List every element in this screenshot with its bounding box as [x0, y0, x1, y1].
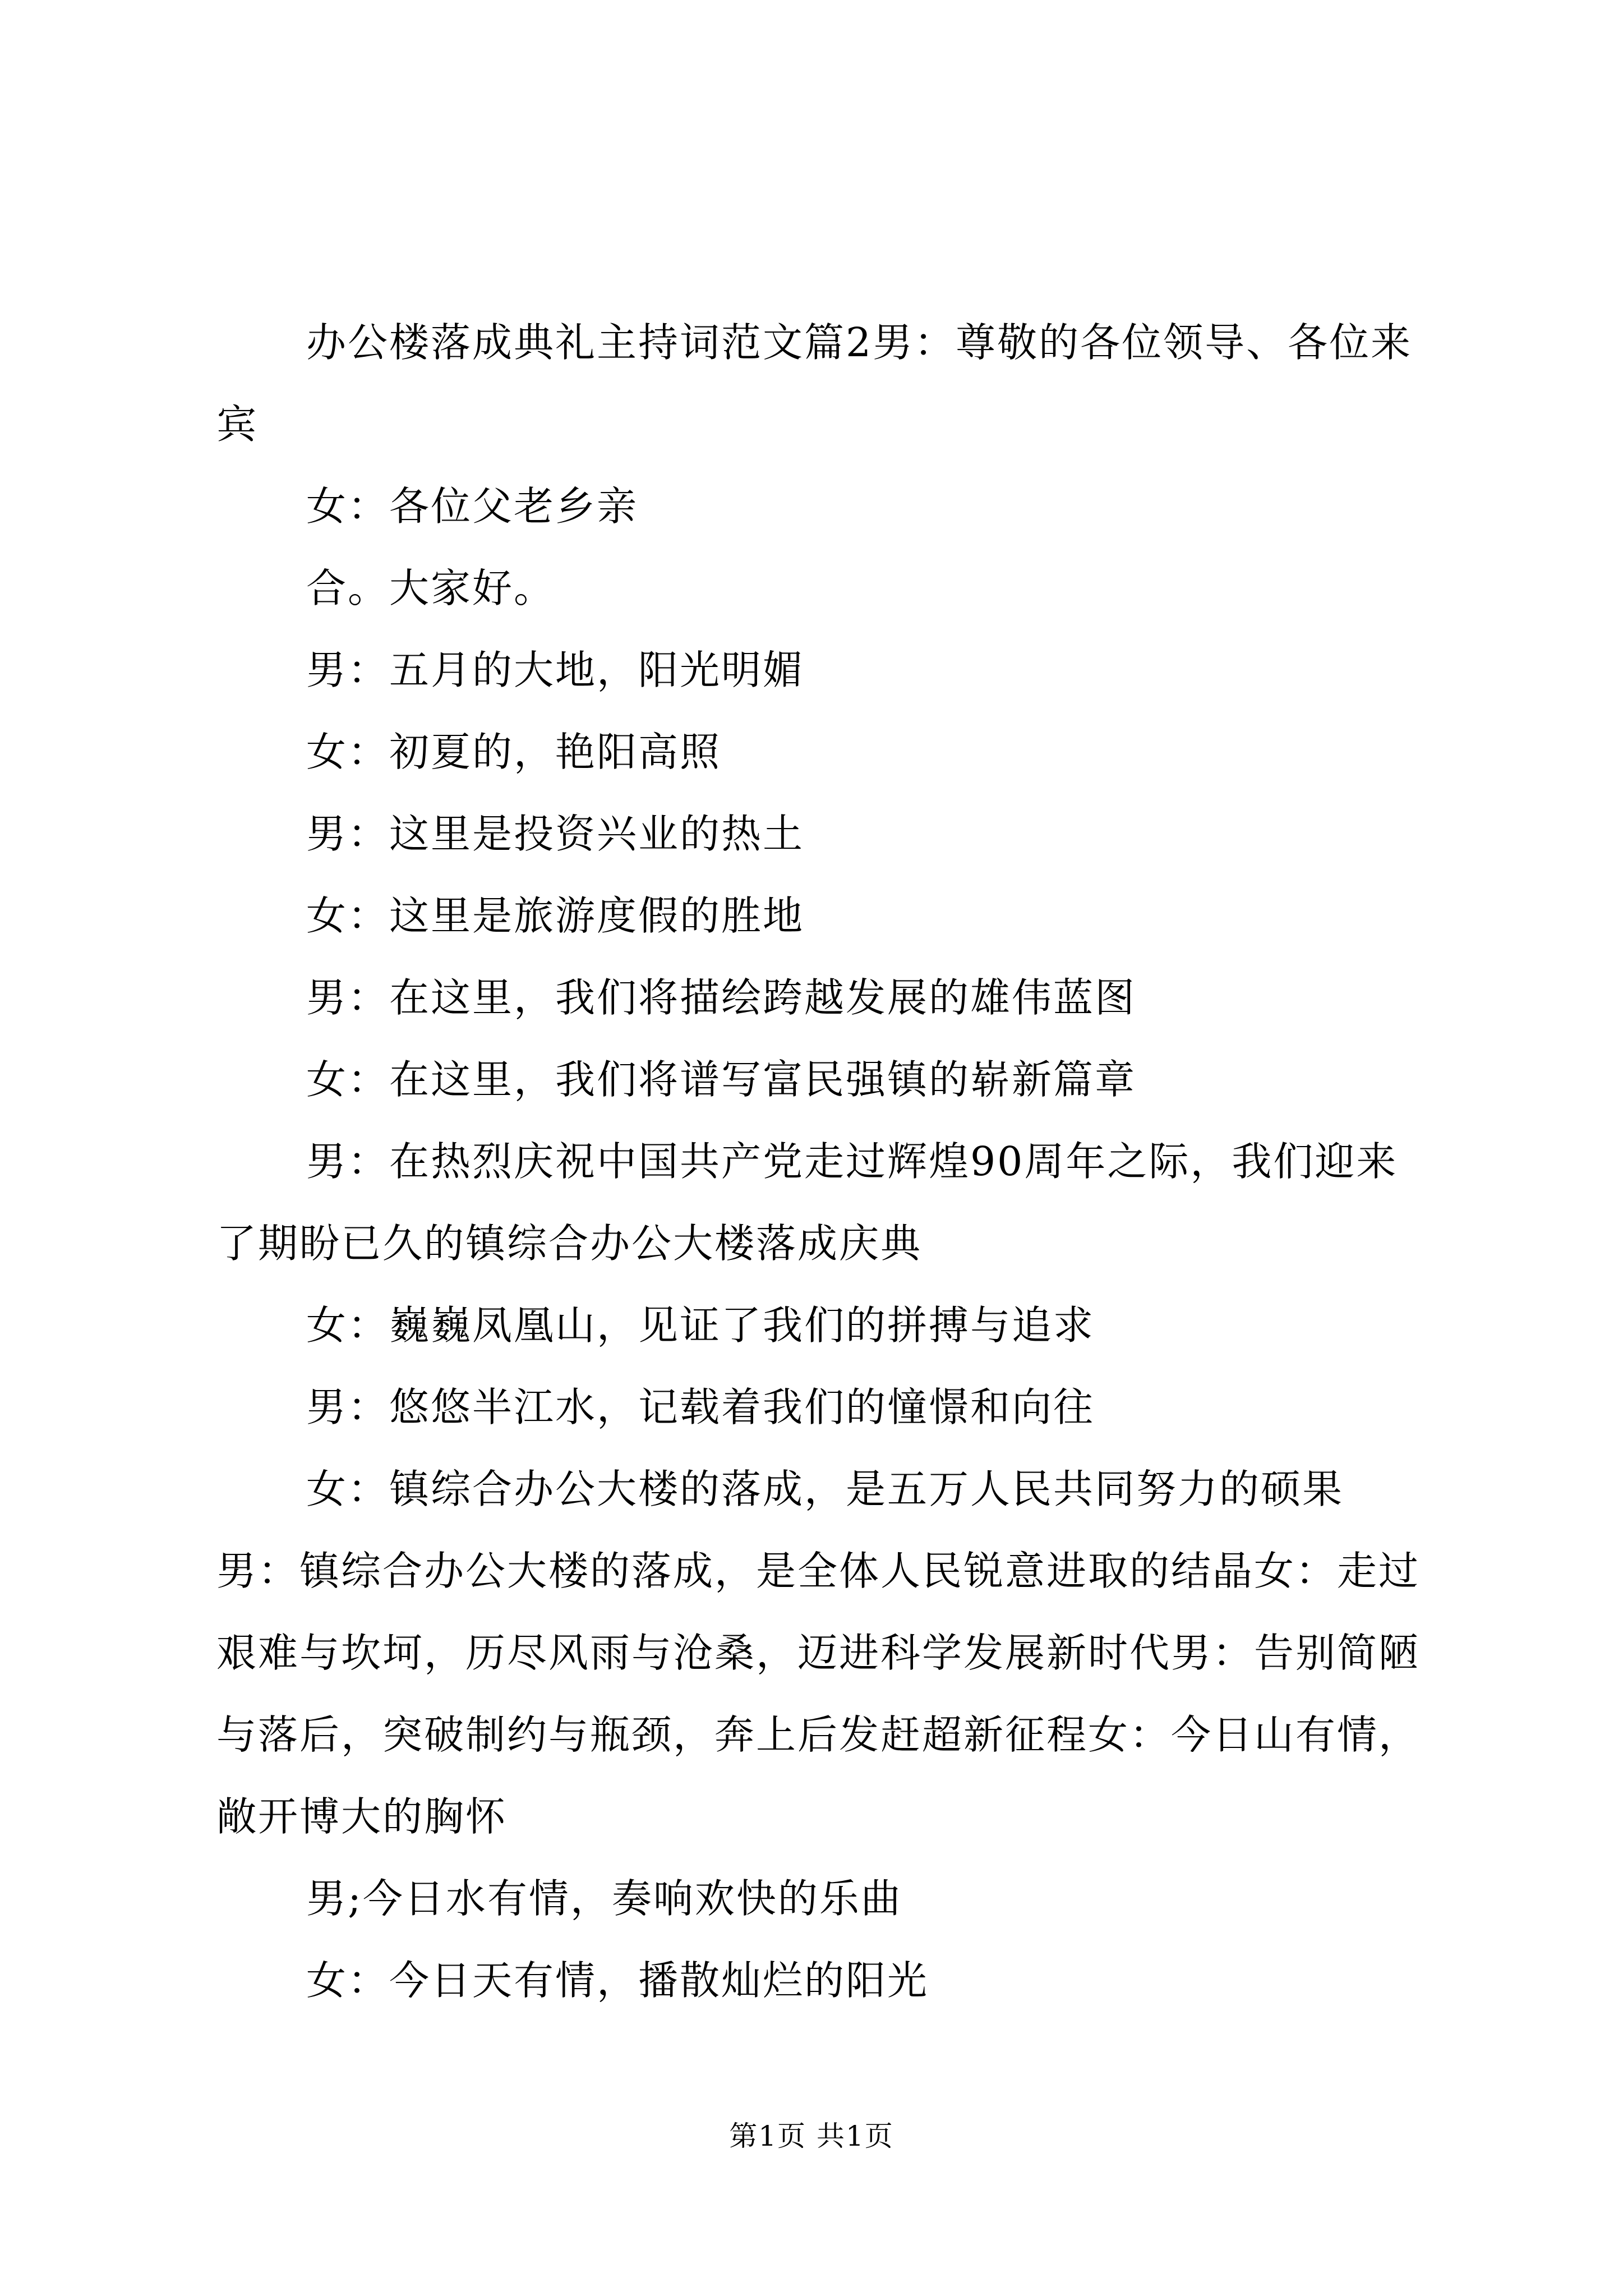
- paragraph: 男：在这里，我们将描绘跨越发展的雄伟蓝图: [306, 974, 1137, 1021]
- paragraph: 男;今日水有情，奏响欢快的乐曲: [306, 1875, 902, 1922]
- paragraph: 女：镇综合办公大楼的落成，是五万人民共同努力的硕果男：镇综合办公大楼的落成，是全体人民锐意进取的结晶女：走过艰难与坎坷，历尽风雨与沧桑，迈进科学发展新时代男：告别简陋与落后，突破制约与瓶颈，奔上后发赶超新征程女：今日山有情，敞开博大的胸怀: [216, 1466, 1421, 1840]
- paragraph: 女：在这里，我们将谱写富民强镇的崭新篇章: [306, 1056, 1137, 1103]
- paragraph: 女：今日天有情，播散灿烂的阳光: [306, 1957, 929, 2004]
- paragraph: 合。大家好。: [306, 565, 556, 611]
- paragraph: 女：巍巍凤凰山，见证了我们的拼搏与追求: [306, 1302, 1095, 1349]
- paragraph: 女：这里是旅游度假的胜地: [306, 892, 805, 939]
- paragraph: 男：这里是投资兴业的热土: [306, 811, 805, 857]
- document-body: [216, 302, 1422, 2022]
- paragraph: 办公楼落成典礼主持词范文篇2男：尊敬的各位领导、各位来宾: [216, 319, 1413, 448]
- paragraph: 男：五月的大地，阳光明媚: [306, 647, 805, 693]
- paragraph: 男：悠悠半江水，记载着我们的憧憬和向往: [306, 1384, 1095, 1430]
- page-number-footer: 第1页 共1页: [729, 2120, 894, 2152]
- paragraph: 女：初夏的，艳阳高照: [306, 729, 722, 775]
- paragraph: 男：在热烈庆祝中国共产党走过辉煌90周年之际，我们迎来了期盼已久的镇综合办公大楼落成庆典: [216, 1138, 1398, 1267]
- paragraph: 女：各位父老乡亲: [306, 483, 639, 530]
